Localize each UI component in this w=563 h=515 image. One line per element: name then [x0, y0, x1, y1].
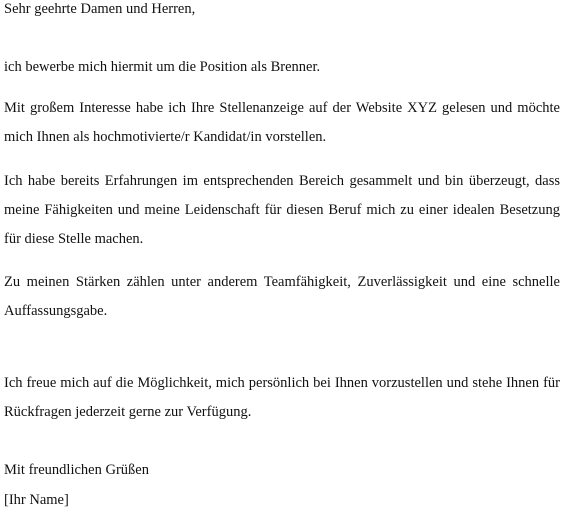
letter-intro-paragraph: ich bewerbe mich hiermit um die Position als Brenner. — [4, 59, 321, 75]
letter-greeting: Sehr geehrte Damen und Herren, — [4, 1, 196, 17]
letter-interest-paragraph: Mit großem Interesse habe ich Ihre Stellenanzeige auf der Website XYZ gelesen und möchte mich Ihnen als hochmotivierte/r Kandidat/in vorstellen. — [4, 100, 560, 145]
letter-experience-paragraph: Ich habe bereits Erfahrungen im entsprechenden Bereich gesammelt und bin überzeugt, dass meine Fähigkeiten und meine Leidenschaft für diesen Beruf mich zu einer idealen Besetzung für diese Stelle machen. — [4, 173, 560, 247]
letter-strengths-paragraph: Zu meinen Stärken zählen unter anderem Teamfähigkeit, Zuverlässigkeit und eine schnelle Auffassungsgabe. — [4, 274, 560, 319]
letter-signature-name: [Ihr Name] — [4, 492, 69, 508]
letter-closing-paragraph: Ich freue mich auf die Möglichkeit, mich persönlich bei Ihnen vorzustellen und stehe Ihnen für Rückfragen jederzeit gerne zur Verfügung. — [4, 375, 560, 420]
letter-signoff: Mit freundlichen Grüßen — [4, 462, 149, 478]
